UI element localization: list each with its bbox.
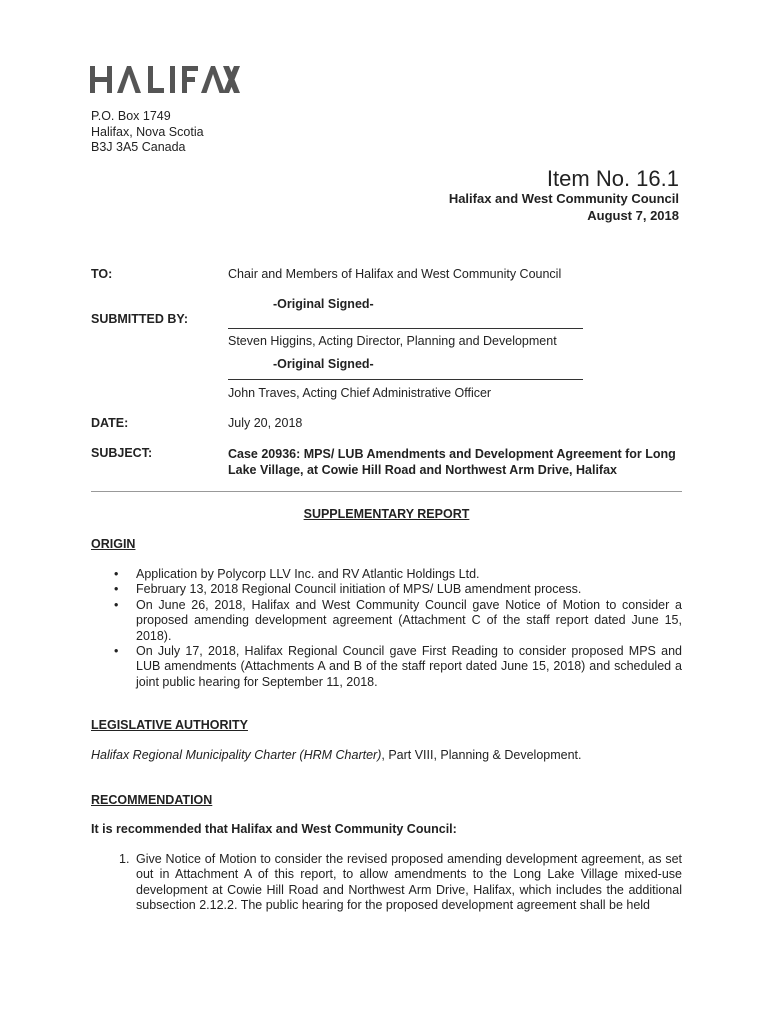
to-label: TO: (91, 267, 113, 281)
to-value: Chair and Members of Halifax and West Community Council (228, 267, 562, 281)
signature-line (228, 328, 583, 329)
list-item: • On July 17, 2018, Halifax Regional Council gave First Reading to consider proposed MPS and LUB amendments (Attachments A and B of the staff report dated June 15, 2018) and scheduled a joint public hearing for September 11, 2018. (114, 644, 682, 689)
meeting-date: August 7, 2018 (587, 208, 679, 223)
council-name: Halifax and West Community Council (448, 191, 679, 206)
date-label: DATE: (91, 416, 129, 430)
bullet-icon: • (114, 644, 119, 659)
subject-label: SUBJECT: (91, 446, 153, 460)
address-line: B3J 3A5 Canada (91, 140, 186, 154)
signer-2: John Traves, Acting Chief Administrative Officer (228, 386, 492, 400)
report-title: SUPPLEMENTARY REPORT (303, 507, 470, 521)
halifax-logo (90, 64, 240, 96)
list-item: • On June 26, 2018, Halifax and West Community Council gave Notice of Motion to consider a proposed amending development agreement (Attachment C of the staff report dated June 15, 2018). (114, 597, 682, 643)
bullet-icon: • (114, 582, 119, 597)
subject-value: Case 20936: MPS/ LUB Amendments and Development Agreement for Long Lake Village, at Cowie Hill Road and Northwest Arm Drive, Halifax (228, 447, 676, 477)
mailing-address (91, 109, 204, 156)
charter-name: Halifax Regional Municipality Charter (HRM Charter) (91, 748, 382, 762)
original-signed-2: -Original Signed- (273, 357, 374, 371)
signer-1: Steven Higgins, Acting Director, Planning and Development (228, 334, 557, 348)
legislative-heading: LEGISLATIVE AUTHORITY (91, 718, 248, 732)
submitted-by-label: SUBMITTED BY: (91, 312, 188, 326)
original-signed-1: -Original Signed- (273, 297, 374, 311)
date-value: July 20, 2018 (228, 416, 303, 430)
origin-list (91, 567, 682, 690)
recommendation-item (91, 852, 682, 914)
recommendation-heading: RECOMMENDATION (91, 793, 213, 807)
divider (91, 491, 682, 492)
list-item: • Application by Polycorp LLV Inc. and RV Atlantic Holdings Ltd. (114, 567, 480, 581)
meeting-info (449, 190, 679, 224)
legislative-text: Halifax Regional Municipality Charter (HRM Charter), Part VIII, Planning & Development. (91, 748, 582, 762)
item-number: Item No. 16.1 (546, 166, 679, 191)
address-line: P.O. Box 1749 (91, 109, 171, 123)
item-number-label: 1. (119, 852, 130, 866)
recommendation-intro: It is recommended that Halifax and West Community Council: (91, 822, 457, 836)
address-line: Halifax, Nova Scotia (91, 124, 204, 139)
recommendation-item-text: Give Notice of Motion to consider the revised proposed amending development agreement, as set out in Attachment A of this report, to allow amendments to the Long Lake Village mixed-use development at Cowie Hill Road and Northwest Arm Drive, Halifax, which includes the additional subsection 2.12.2. The public hearing for the proposed development agreement shall be held (136, 852, 682, 913)
bullet-icon: • (114, 567, 119, 581)
signature-line (228, 379, 583, 380)
origin-heading: ORIGIN (91, 537, 136, 551)
bullet-icon: • (114, 597, 119, 612)
list-item: • February 13, 2018 Regional Council initiation of MPS/ LUB amendment process. (114, 582, 582, 597)
